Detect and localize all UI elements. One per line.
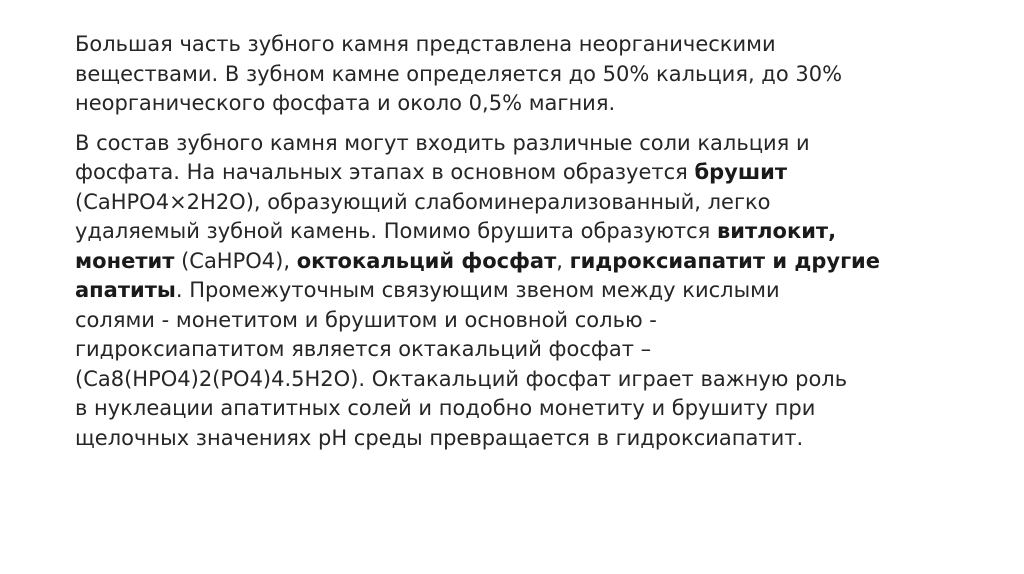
text-run: (CaHPO4), <box>174 248 297 273</box>
term-whitlockite: витлокит, <box>716 219 837 243</box>
text-line <box>75 158 975 188</box>
text-run: . Промежуточным связующим звеном между кислыми <box>175 278 780 302</box>
term-brushite: брушит <box>694 160 788 184</box>
term-apatites: апатиты <box>75 278 176 302</box>
text-run: , <box>556 248 570 273</box>
text-line <box>75 247 975 277</box>
term-monetite: монетит <box>75 248 175 273</box>
text-line: (CaHPO4×2H2O), образующий слабоминерализованный, легко <box>75 189 771 214</box>
term-hydroxyapatite: гидроксиапатит и другие <box>569 248 881 273</box>
text-line <box>75 217 975 247</box>
text-line: солями - монетитом и брушитом и основной солью - <box>75 307 657 332</box>
paragraph-salts <box>75 129 975 454</box>
text-line: гидроксиапатитом является октакальций фосфат – <box>75 337 652 361</box>
text-line: неорганического фосфата и около 0,5% магния. <box>75 91 616 115</box>
text-run: удаляемый зубной камень. Помимо брушита образуются <box>75 219 717 243</box>
text-line: (Ca8(HPO4)2(PO4)4.5H2O). Октакальций фосфат играет важную роль <box>75 366 848 391</box>
slide-body <box>75 30 975 453</box>
text-line: в нуклеации апатитных солей и подобно монетиту и брушиту при <box>75 396 816 420</box>
paragraph-composition <box>75 30 975 119</box>
text-line: Большая часть зубного камня представлена неорганическими <box>75 32 776 56</box>
text-line: веществами. В зубном камне определяется до 50% кальция, до 30% <box>75 61 843 86</box>
text-line: В состав зубного камня могут входить различные соли кальция и <box>75 130 810 155</box>
text-line: щелочных значениях pH среды превращается в гидроксиапатит. <box>75 425 804 450</box>
term-octacalcium-phosphate: октокальций фосфат <box>296 248 557 273</box>
text-line <box>75 276 975 306</box>
text-run: фосфата. На начальных этапах в основном образуется <box>75 160 695 184</box>
